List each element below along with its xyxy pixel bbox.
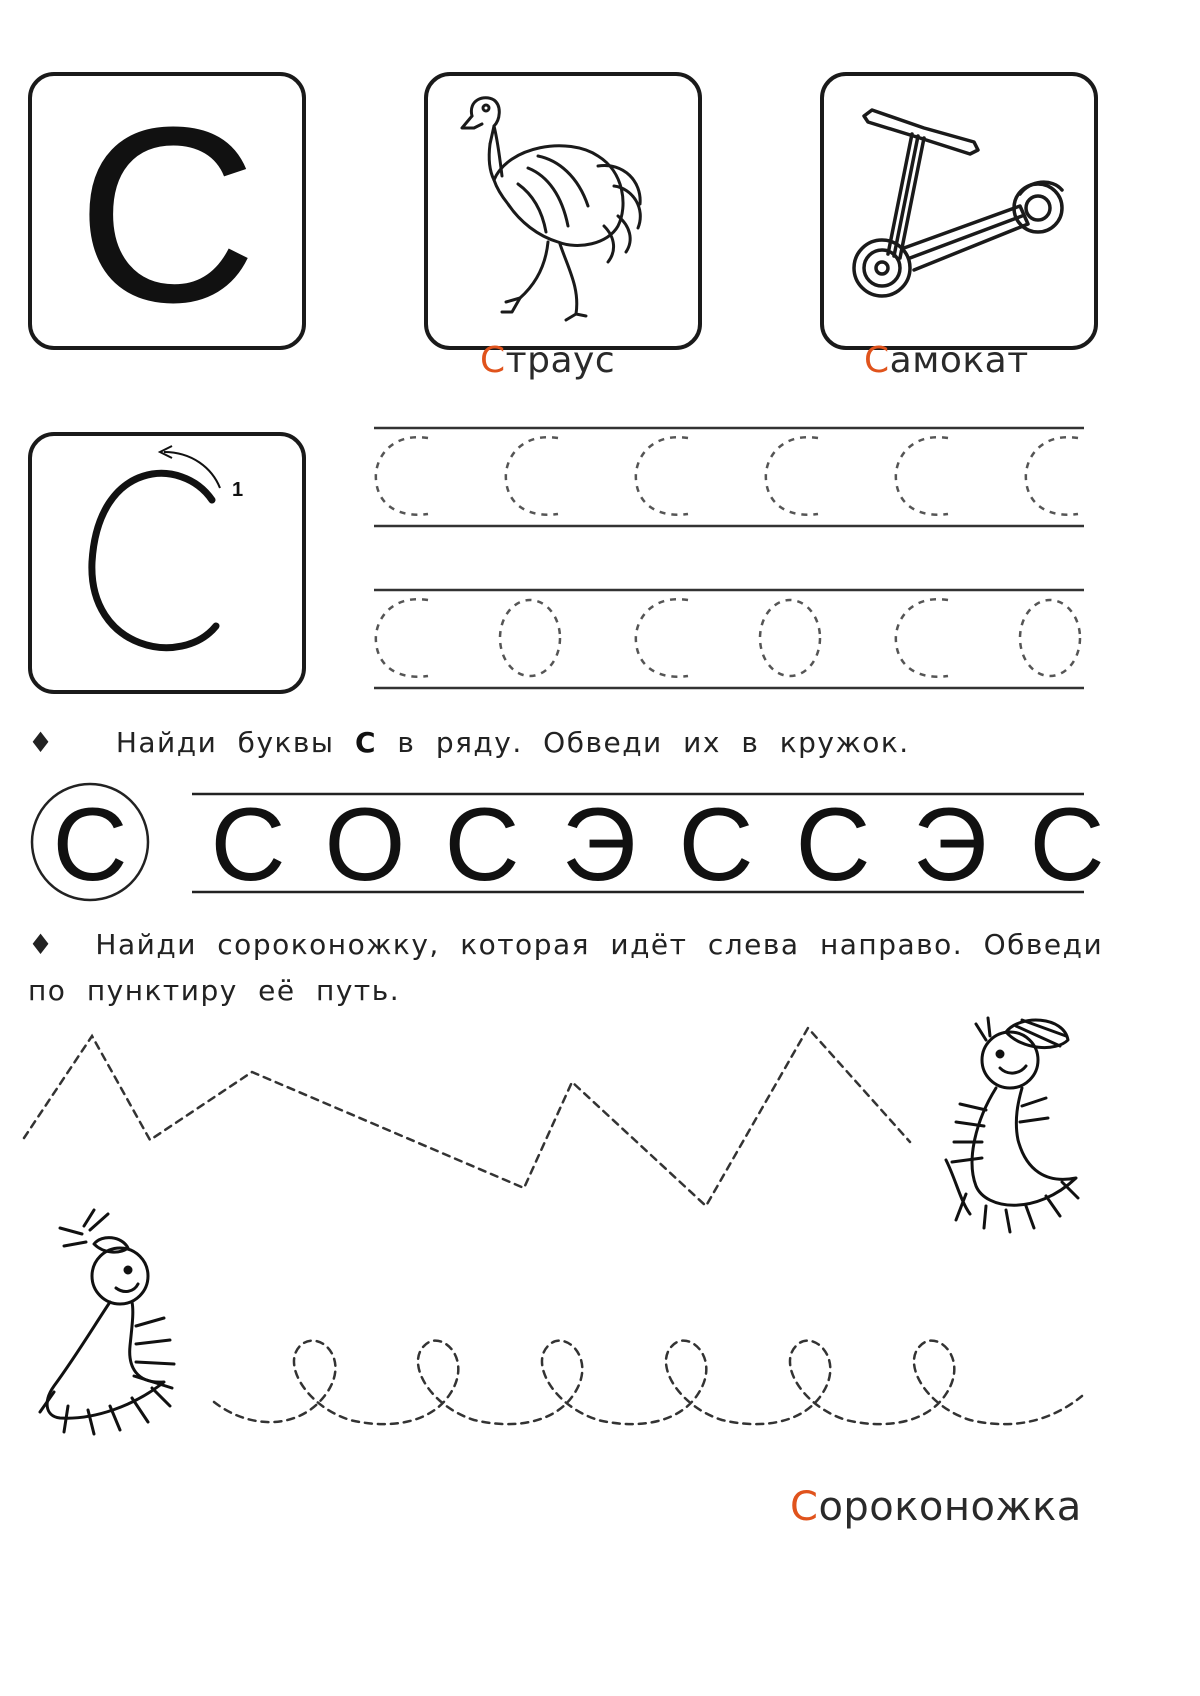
scooter-icon [824, 76, 1094, 346]
instruction-text-end: в ряду. Обведи их в кружок. [377, 726, 910, 759]
caption-first-letter: С [864, 340, 890, 381]
loop-path [214, 1341, 1082, 1425]
instruction-highlight-letter: С [354, 726, 378, 759]
scooter-card [820, 72, 1098, 350]
caption-rest: траус [505, 340, 616, 381]
centipede-bottom-icon [24, 1206, 194, 1456]
letter-card [28, 72, 306, 354]
tracing-area[interactable] [370, 420, 1090, 700]
zigzag-path [24, 1028, 910, 1206]
instruction-text-line1: Найди сороконожку, которая идёт слева направо. Обведи [95, 928, 1104, 961]
caption-first-letter: С [480, 340, 506, 381]
bullet-icon: ♦ [28, 928, 55, 961]
centipede-top-icon [926, 1010, 1086, 1240]
ostrich-caption [480, 340, 615, 381]
instruction-find-letters [28, 720, 910, 766]
instruction-text-line2: по пунктиру её путь. [28, 974, 401, 1007]
stroke-order-letter [32, 436, 302, 690]
stroke-order-card [28, 432, 306, 694]
bottom-word [790, 1484, 1082, 1530]
instruction-find-centipede [28, 922, 1103, 1014]
row-letter[interactable]: С [444, 787, 520, 903]
row-letter[interactable]: С [678, 787, 754, 903]
big-letter: С [76, 75, 258, 354]
scooter-caption [864, 340, 1029, 381]
stroke-number: 1 [232, 479, 244, 501]
row-letter[interactable]: С [210, 787, 286, 903]
bottom-word-first-letter: С [790, 1484, 819, 1530]
row-letter[interactable]: С [795, 787, 871, 903]
bottom-word-rest: ороконожка [818, 1484, 1082, 1530]
example-letter: С [52, 787, 128, 903]
instruction-text: Найди буквы [115, 726, 355, 759]
caption-rest: амокат [889, 340, 1029, 381]
row-letter[interactable]: С [1029, 787, 1105, 903]
ostrich-card [424, 72, 702, 350]
ostrich-icon [428, 76, 698, 346]
row-letter[interactable]: Э [912, 787, 988, 903]
row-letter[interactable]: Э [561, 787, 637, 903]
letter-row[interactable] [28, 786, 1105, 903]
bullet-icon: ♦ [28, 726, 55, 759]
row-letter[interactable]: О [324, 787, 406, 903]
